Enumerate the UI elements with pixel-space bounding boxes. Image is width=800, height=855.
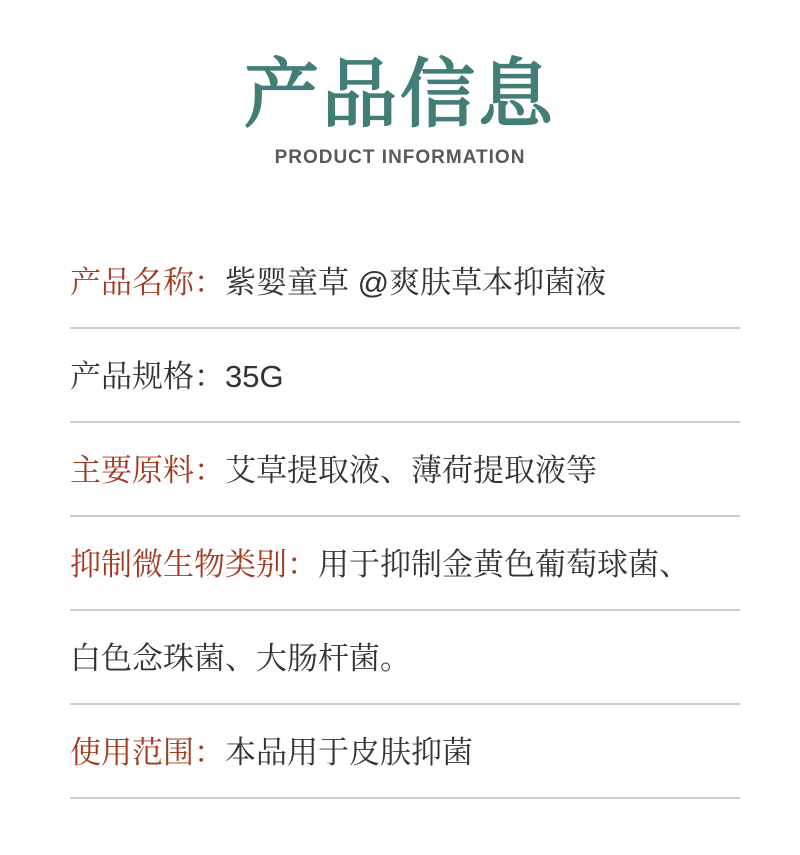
info-row-label: 产品名称： xyxy=(70,265,225,300)
info-row xyxy=(70,329,740,423)
info-rows xyxy=(70,235,740,799)
info-row-label: 产品规格： xyxy=(70,359,225,394)
info-row xyxy=(70,423,740,517)
info-row xyxy=(70,705,740,799)
info-row xyxy=(70,611,740,705)
info-row-label: 主要原料： xyxy=(70,453,225,488)
info-row-label: 抑制微生物类别： xyxy=(70,547,318,582)
section-header xyxy=(0,0,800,167)
info-row-value: 白色念珠菌、大肠杆菌。 xyxy=(70,641,411,676)
info-row-value: 35G xyxy=(225,359,284,394)
info-row xyxy=(70,517,740,611)
info-row-label: 使用范围： xyxy=(70,735,225,770)
info-row-value: 本品用于皮肤抑菌 xyxy=(225,735,473,770)
info-row-value: 紫婴童草 @爽肤草本抑菌液 xyxy=(225,265,607,300)
info-row xyxy=(70,235,740,329)
info-row-value: 艾草提取液、薄荷提取液等 xyxy=(225,453,597,488)
section-title: 产品信息 xyxy=(243,52,556,136)
section-subtitle: PRODUCT INFORMATION xyxy=(274,147,526,168)
info-row-value: 用于抑制金黄色葡萄球菌、 xyxy=(318,547,690,582)
